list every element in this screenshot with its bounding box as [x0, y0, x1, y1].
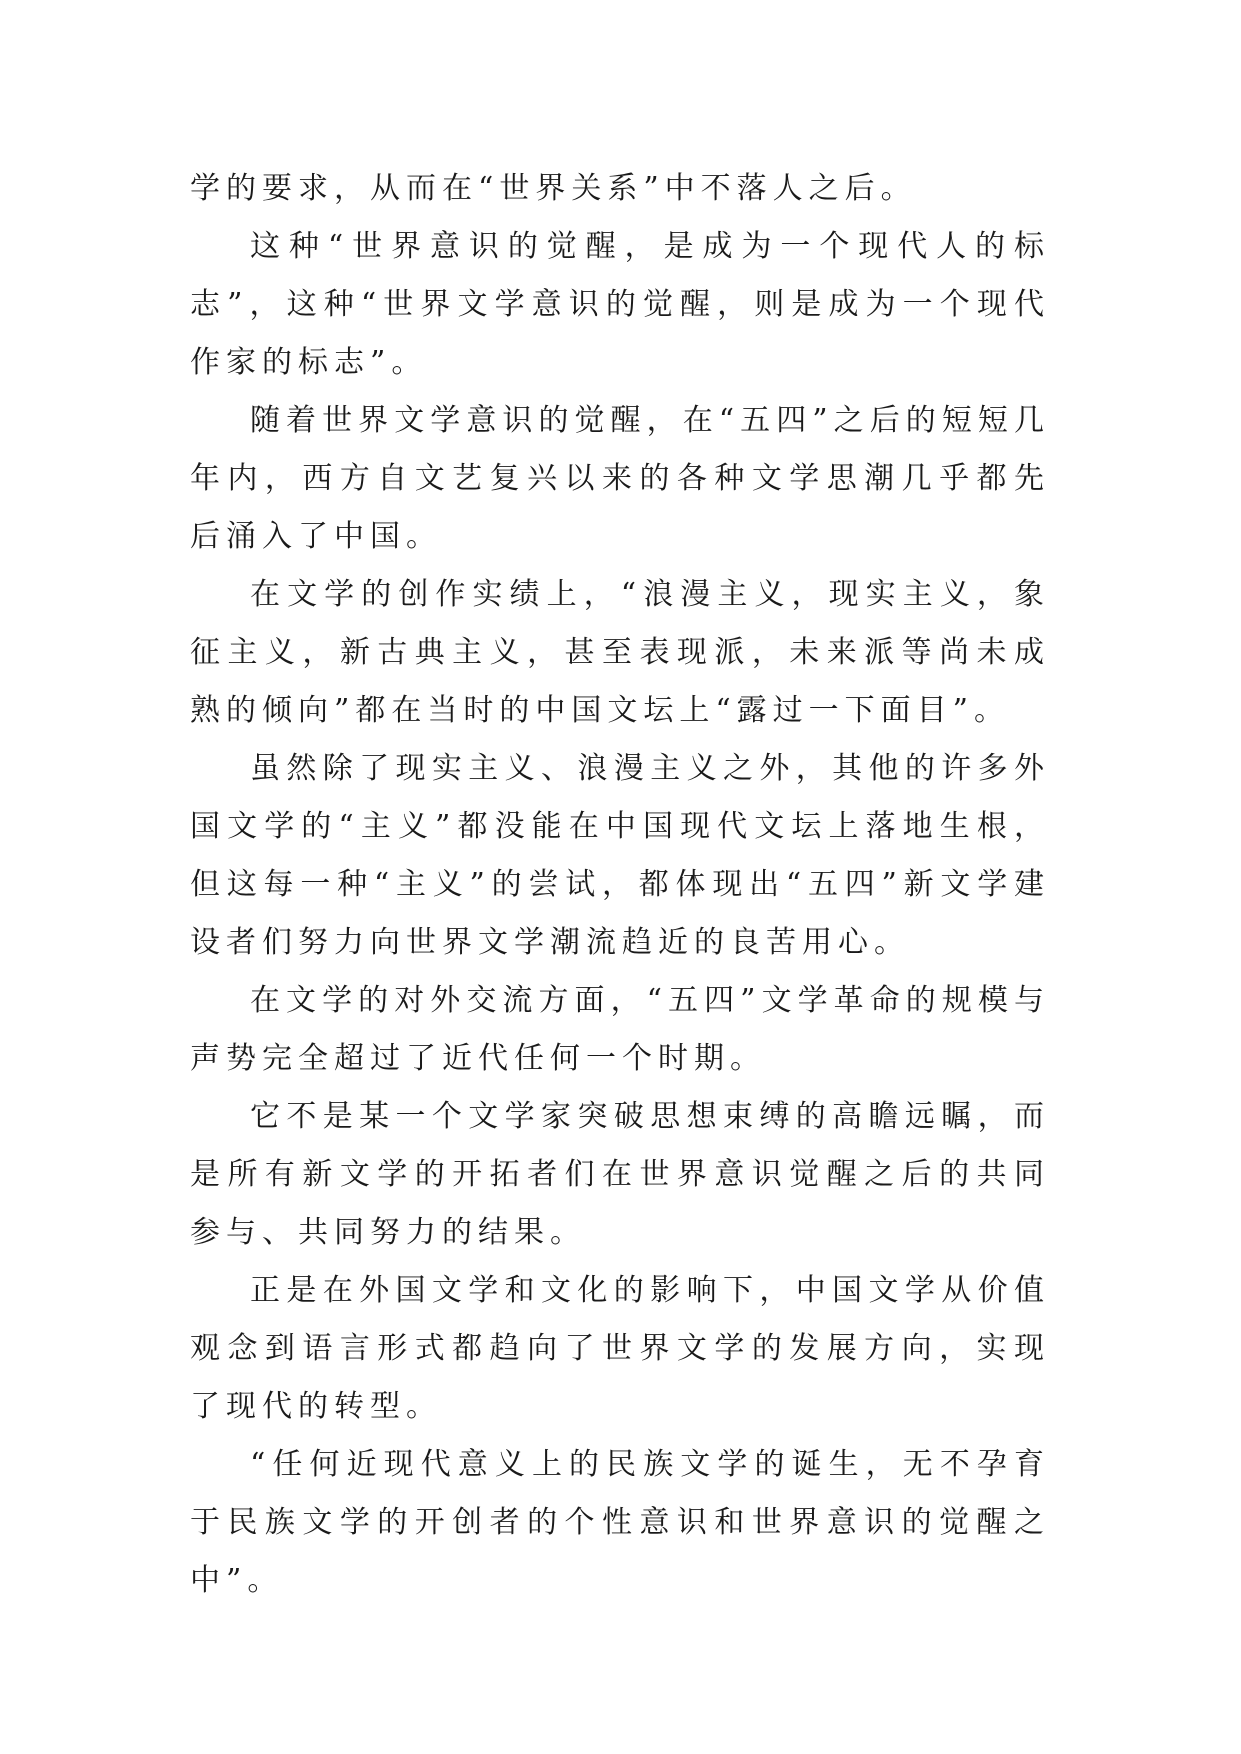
paragraph-7: 它不是某一个文学家突破思想束缚的高瞻远瞩，而是所有新文学的开拓者们在世界意识觉醒之后的共同参与、共同努力的结果。 [190, 1099, 1050, 1250]
paragraph-1: 学的要求，从而在“世界关系”中不落人之后。 [190, 171, 917, 206]
paragraph-3: 随着世界文学意识的觉醒，在“五四”之后的短短几年内，西方自文艺复兴以来的各种文学思潮几乎都先后涌入了中国。 [190, 403, 1050, 554]
paragraph-4: 在文学的创作实绩上，“浪漫主义，现实主义，象征主义，新古典主义，甚至表现派，未来派等尚未成熟的倾向”都在当时的中国文坛上“露过一下面目”。 [190, 577, 1050, 728]
paragraph-2: 这种“世界意识的觉醒，是成为一个现代人的标志”，这种“世界文学意识的觉醒，则是成为一个现代作家的标志”。 [190, 229, 1050, 380]
paragraph-5: 虽然除了现实主义、浪漫主义之外，其他的许多外国文学的“主义”都没能在中国现代文坛上落地生根，但这每一种“主义”的尝试，都体现出“五四”新文学建设者们努力向世界文学潮流趋近的良苦用心。 [190, 751, 1050, 960]
paragraph-8: 正是在外国文学和文化的影响下，中国文学从价值观念到语言形式都趋向了世界文学的发展方向，实现了现代的转型。 [190, 1273, 1050, 1424]
body-text [190, 160, 1050, 1610]
paragraph-9: “任何近现代意义上的民族文学的诞生，无不孕育于民族文学的开创者的个性意识和世界意识的觉醒之中”。 [190, 1447, 1050, 1598]
paragraph-6: 在文学的对外交流方面，“五四”文学革命的规模与声势完全超过了近代任何一个时期。 [190, 983, 1050, 1076]
